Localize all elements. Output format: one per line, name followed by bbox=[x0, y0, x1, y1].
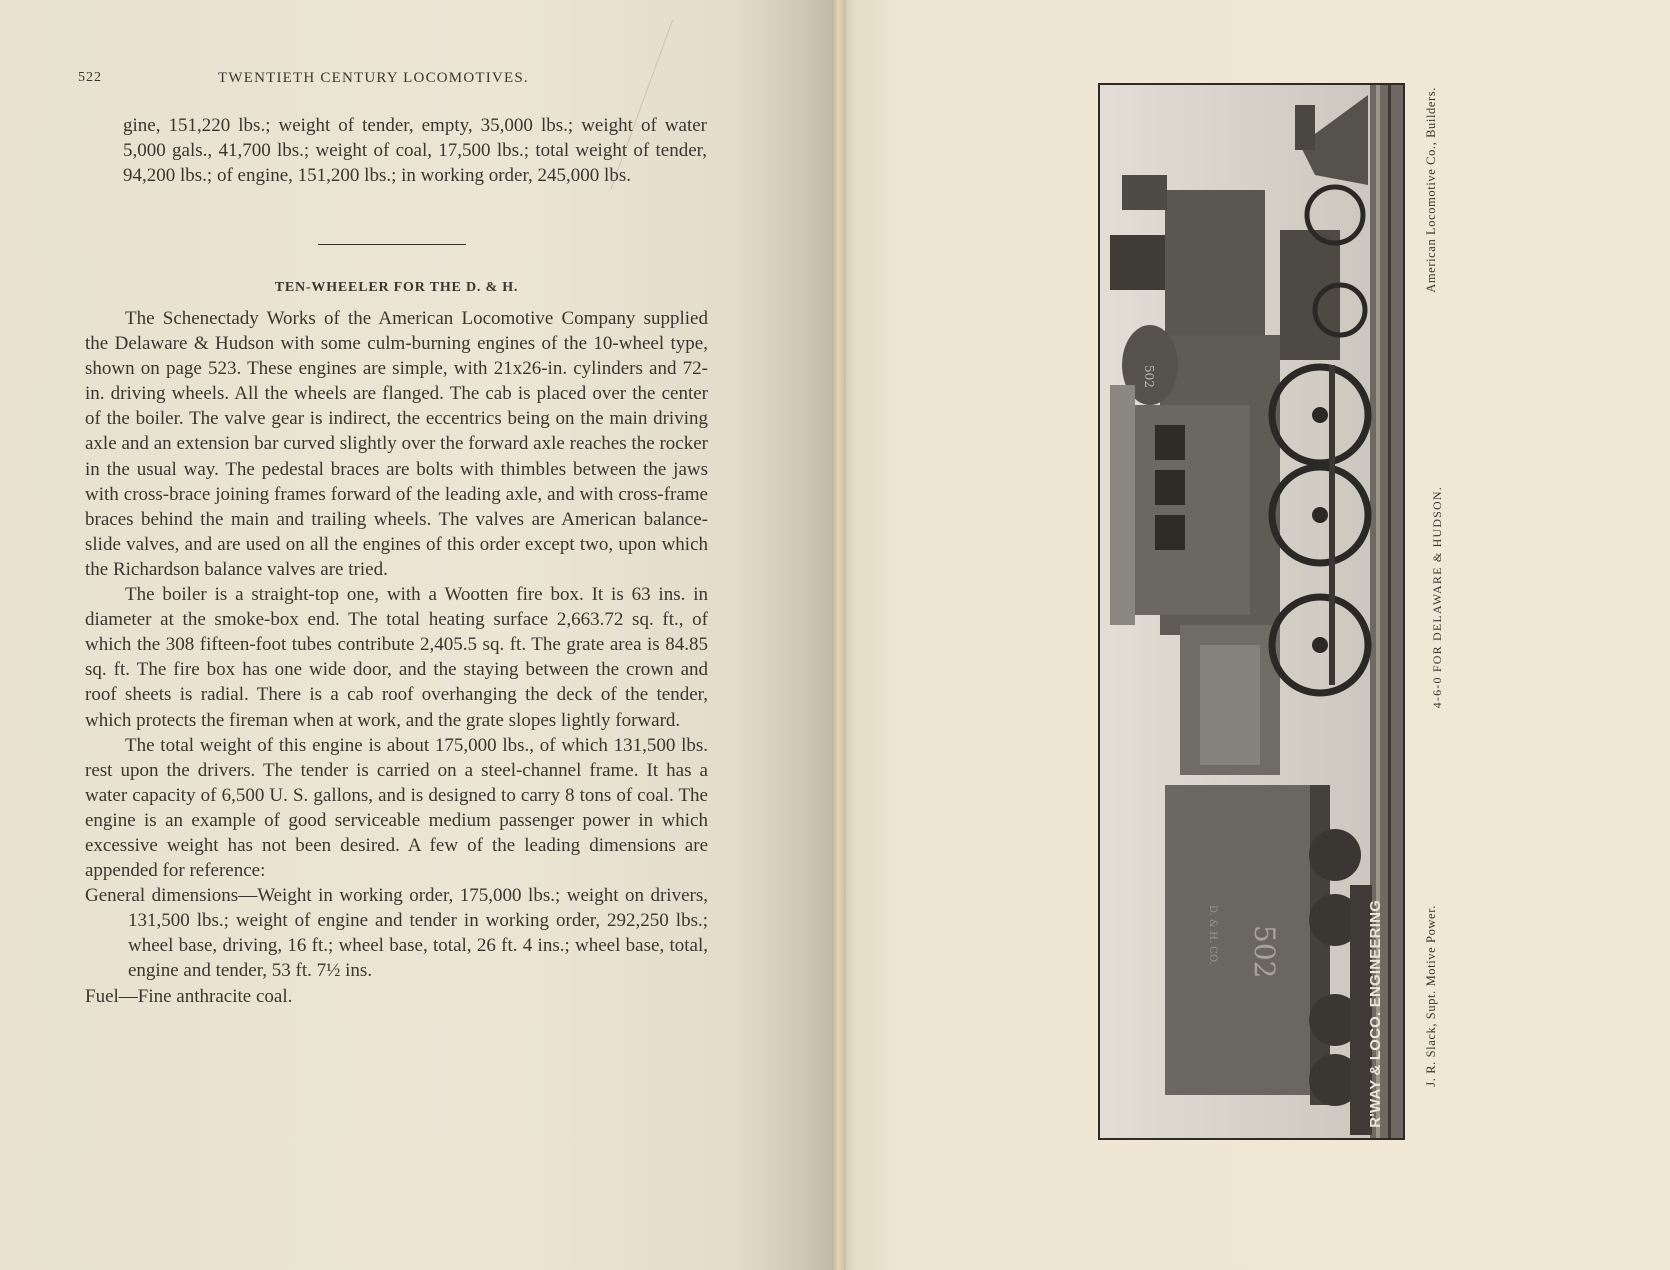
paragraph-1: The Schenectady Works of the American Locomotive Company supplied the Delaware & Hudson with some culm-burning engines of the 10-wheel type, shown on page 523. These engines are simple, with 21x26-in. cylinders and 72-in. driving wheels. All the wheels are flanged. The cab is placed over the center of the boiler. The valve gear is indirect, the eccentrics being on the main driving axle and an extension bar curved slightly over the forward axle reaches the rocker in the usual way. The pedestal braces are bolts with thimbles between the jaws with cross-brace joining frames forward of the leading axle, and with cross-frame braces behind the main and trailing wheels. The valves are American balance-slide valves, and are used on all the engines of this order except two, upon which the Richardson balance valves are tried. bbox=[85, 308, 708, 580]
continuation-paragraph: gine, 151,220 lbs.; weight of tender, empty, 35,000 lbs.; weight of water 5,000 gals., 41,700 lbs.; weight of coal, 17,500 lbs.; total weight of tender, 94,200 lbs.; of engine, 151,200 lbs.; in working order, 245,000 lbs. bbox=[123, 115, 707, 187]
paragraph-2: The boiler is a straight-top one, with a Wootten fire box. It is 63 ins. in diameter at the smoke-box end. The total heating surface 2,663.72 sq. ft., of which the 308 fifteen-foot tubes contribute 2,405.5 sq. ft. The grate area is 84.85 sq. ft. The fire box has one wide door, and the staying between the crown and roof sheets is radial. There is a cab roof overhanging the deck of the tender, which protects the fireman when at work, and the grate slopes lightly forward. bbox=[85, 584, 708, 731]
section-heading: TEN-WHEELER FOR THE D. & H. bbox=[274, 280, 519, 295]
photo-caption: 4-6-0 FOR DELAWARE & HUDSON. bbox=[1430, 486, 1444, 709]
svg-text:502: 502 bbox=[1248, 925, 1281, 979]
paragraph-3: The total weight of this engine is about 175,000 lbs., of which 131,500 lbs. rest upon the drivers. The tender is carried on a steel-channel frame. It has a water capacity of 6,500 U. S. gallons, and is designed to carry 8 tons of coal. The engine is an example of good serviceable medium passenger power in which excessive weight has not been desired. A few of the leading dimensions are appended for reference: bbox=[85, 734, 708, 882]
page-number: 522 bbox=[78, 70, 102, 85]
running-title: TWENTIETH CENTURY LOCOMOTIVES. bbox=[218, 70, 529, 86]
locomotive-illustration-icon bbox=[1100, 85, 1403, 1138]
svg-text:502: 502 bbox=[1142, 365, 1156, 388]
fuel-line: Fuel—Fine anthracite coal. bbox=[85, 985, 293, 1007]
article-body bbox=[85, 306, 708, 1009]
book-gutter bbox=[832, 0, 846, 1270]
builder-credit: American Locomotive Co., Builders. bbox=[1424, 87, 1438, 293]
section-divider bbox=[318, 244, 466, 245]
photo-watermark: R'WAY & LOCO. ENGINEERING bbox=[1367, 900, 1384, 1128]
superintendent-credit: J. R. Slack, Supt. Motive Power. bbox=[1424, 905, 1438, 1087]
svg-text:D. & H. CO.: D. & H. CO. bbox=[1207, 905, 1218, 965]
locomotive-photo bbox=[1098, 83, 1405, 1140]
running-head bbox=[78, 70, 718, 92]
dimensions-list: General dimensions—Weight in working order, 175,000 lbs.; weight on drivers, 131,500 lbs.; weight of engine and tender in working order, 292,250 lbs.; wheel base, driving, 16 ft.; wheel base, total, 26 ft. 4 ins.; wheel base, total, engine and tender, 53 ft. 7½ ins. bbox=[85, 885, 708, 982]
